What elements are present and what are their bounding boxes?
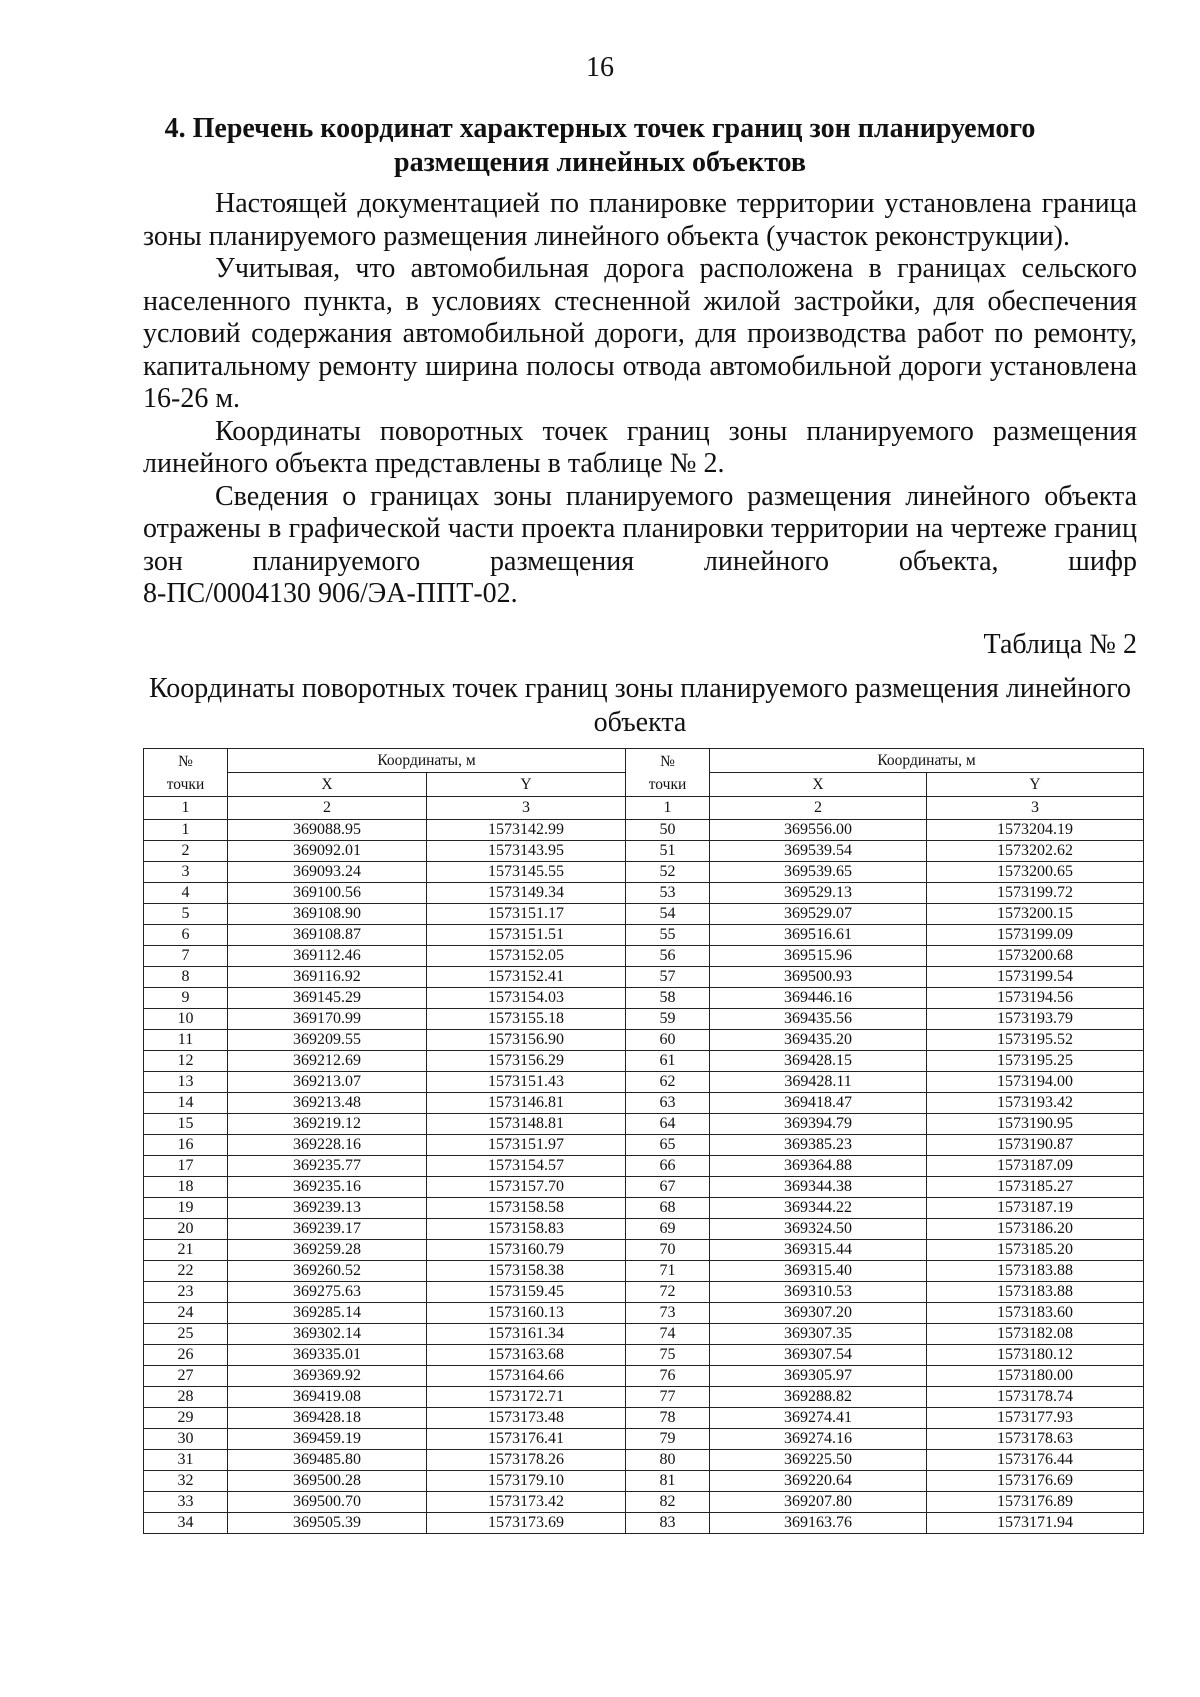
point-number: 22 xyxy=(144,1261,228,1282)
x-coordinate: 369428.18 xyxy=(228,1408,427,1429)
point-number: 34 xyxy=(144,1513,228,1534)
column-index: 1 xyxy=(626,797,710,820)
point-number: 67 xyxy=(626,1177,710,1198)
y-coordinate: 1573178.74 xyxy=(927,1387,1144,1408)
point-number: 25 xyxy=(144,1324,228,1345)
column-index: 3 xyxy=(927,797,1144,820)
table-row xyxy=(144,1429,1144,1450)
y-coordinate: 1573187.19 xyxy=(927,1198,1144,1219)
paragraph-2: Учитывая, что автомобильная дорога расположена в границах сельского населенного пункта, в условиях стесненной жилой застройки, для обеспечения условий содержания автомобильной дороги, для производства работ по ремонту, капитальному ремонту ширина полосы отвода автомобильной дороги установлена 16-26 м. xyxy=(143,253,1137,414)
x-coordinate: 369220.64 xyxy=(710,1471,927,1492)
x-coordinate: 369418.47 xyxy=(710,1093,927,1114)
point-number: 5 xyxy=(144,904,228,925)
header-no-symbol: № xyxy=(660,752,675,770)
body-text xyxy=(143,188,1137,611)
x-coordinate: 369288.82 xyxy=(710,1387,927,1408)
x-coordinate: 369428.11 xyxy=(710,1072,927,1093)
point-number: 56 xyxy=(626,946,710,967)
y-coordinate: 1573157.70 xyxy=(427,1177,626,1198)
x-coordinate: 369228.16 xyxy=(228,1135,427,1156)
y-coordinate: 1573173.42 xyxy=(427,1492,626,1513)
point-number: 79 xyxy=(626,1429,710,1450)
y-coordinate: 1573178.63 xyxy=(927,1429,1144,1450)
table-title: Координаты поворотных точек границ зоны планируемого размещения линейного объекта xyxy=(148,673,1132,738)
paragraph-1: Настоящей документацией по планировке территории установлена граница зоны планируемого размещения линейного объекта (участок реконструкции). xyxy=(143,188,1137,252)
table-row xyxy=(144,1387,1144,1408)
x-coordinate: 369145.29 xyxy=(228,988,427,1009)
x-coordinate: 369112.46 xyxy=(228,946,427,967)
y-coordinate: 1573151.97 xyxy=(427,1135,626,1156)
point-number: 55 xyxy=(626,925,710,946)
x-coordinate: 369307.35 xyxy=(710,1324,927,1345)
point-number: 21 xyxy=(144,1240,228,1261)
point-number: 26 xyxy=(144,1345,228,1366)
table-row xyxy=(144,1450,1144,1471)
point-number: 3 xyxy=(144,862,228,883)
x-coordinate: 369385.23 xyxy=(710,1135,927,1156)
x-coordinate: 369369.92 xyxy=(228,1366,427,1387)
y-coordinate: 1573176.89 xyxy=(927,1492,1144,1513)
x-coordinate: 369435.20 xyxy=(710,1030,927,1051)
y-coordinate: 1573155.18 xyxy=(427,1009,626,1030)
point-number: 7 xyxy=(144,946,228,967)
y-coordinate: 1573154.03 xyxy=(427,988,626,1009)
table-row xyxy=(144,1177,1144,1198)
point-number: 77 xyxy=(626,1387,710,1408)
point-number: 28 xyxy=(144,1387,228,1408)
y-coordinate: 1573173.69 xyxy=(427,1513,626,1534)
point-number: 31 xyxy=(144,1450,228,1471)
y-coordinate: 1573190.87 xyxy=(927,1135,1144,1156)
point-number: 23 xyxy=(144,1282,228,1303)
y-coordinate: 1573178.26 xyxy=(427,1450,626,1471)
point-number: 14 xyxy=(144,1093,228,1114)
point-number: 70 xyxy=(626,1240,710,1261)
point-number: 27 xyxy=(144,1366,228,1387)
table-row xyxy=(144,841,1144,862)
x-coordinate: 369170.99 xyxy=(228,1009,427,1030)
y-coordinate: 1573145.55 xyxy=(427,862,626,883)
y-coordinate: 1573180.00 xyxy=(927,1366,1144,1387)
x-coordinate: 369539.54 xyxy=(710,841,927,862)
point-number: 10 xyxy=(144,1009,228,1030)
point-number: 74 xyxy=(626,1324,710,1345)
y-coordinate: 1573160.13 xyxy=(427,1303,626,1324)
x-coordinate: 369163.76 xyxy=(710,1513,927,1534)
table-row xyxy=(144,1156,1144,1177)
table-row xyxy=(144,1471,1144,1492)
x-coordinate: 369529.07 xyxy=(710,904,927,925)
point-number: 18 xyxy=(144,1177,228,1198)
y-coordinate: 1573183.88 xyxy=(927,1261,1144,1282)
point-number: 75 xyxy=(626,1345,710,1366)
y-coordinate: 1573193.42 xyxy=(927,1093,1144,1114)
x-coordinate: 369274.41 xyxy=(710,1408,927,1429)
y-coordinate: 1573151.51 xyxy=(427,925,626,946)
table-row xyxy=(144,1093,1144,1114)
y-coordinate: 1573148.81 xyxy=(427,1114,626,1135)
x-coordinate: 369092.01 xyxy=(228,841,427,862)
point-number: 82 xyxy=(626,1492,710,1513)
x-coordinate: 369088.95 xyxy=(228,820,427,841)
point-number: 13 xyxy=(144,1072,228,1093)
table-label: Таблица № 2 xyxy=(983,629,1137,660)
y-coordinate: 1573171.94 xyxy=(927,1513,1144,1534)
x-coordinate: 369209.55 xyxy=(228,1030,427,1051)
x-coordinate: 369315.44 xyxy=(710,1240,927,1261)
y-coordinate: 1573164.66 xyxy=(427,1366,626,1387)
y-coordinate: 1573195.52 xyxy=(927,1030,1144,1051)
x-coordinate: 369108.90 xyxy=(228,904,427,925)
table-row xyxy=(144,1408,1144,1429)
x-coordinate: 369239.13 xyxy=(228,1198,427,1219)
x-coordinate: 369459.19 xyxy=(228,1429,427,1450)
x-coordinate: 369394.79 xyxy=(710,1114,927,1135)
x-coordinate: 369500.93 xyxy=(710,967,927,988)
y-coordinate: 1573152.41 xyxy=(427,967,626,988)
x-coordinate: 369539.65 xyxy=(710,862,927,883)
table-row xyxy=(144,1366,1144,1387)
x-coordinate: 369556.00 xyxy=(710,820,927,841)
y-coordinate: 1573200.68 xyxy=(927,946,1144,967)
x-coordinate: 369307.20 xyxy=(710,1303,927,1324)
point-number: 72 xyxy=(626,1282,710,1303)
y-coordinate: 1573202.62 xyxy=(927,841,1144,862)
table-row xyxy=(144,1030,1144,1051)
x-coordinate: 369274.16 xyxy=(710,1429,927,1450)
point-number: 15 xyxy=(144,1114,228,1135)
y-header: Y xyxy=(927,773,1144,797)
coordinates-header: Координаты, м xyxy=(710,749,1144,773)
point-number: 68 xyxy=(626,1198,710,1219)
y-coordinate: 1573158.38 xyxy=(427,1261,626,1282)
x-coordinate: 369307.54 xyxy=(710,1345,927,1366)
y-coordinate: 1573146.81 xyxy=(427,1093,626,1114)
y-coordinate: 1573143.95 xyxy=(427,841,626,862)
y-coordinate: 1573194.00 xyxy=(927,1072,1144,1093)
point-number: 81 xyxy=(626,1471,710,1492)
y-coordinate: 1573176.69 xyxy=(927,1471,1144,1492)
table-row xyxy=(144,1009,1144,1030)
point-number: 62 xyxy=(626,1072,710,1093)
point-number: 69 xyxy=(626,1219,710,1240)
point-number: 53 xyxy=(626,883,710,904)
x-header: X xyxy=(228,773,427,797)
point-number: 61 xyxy=(626,1051,710,1072)
point-number-header xyxy=(626,749,710,797)
column-index: 2 xyxy=(228,797,427,820)
point-number: 58 xyxy=(626,988,710,1009)
x-coordinate: 369235.77 xyxy=(228,1156,427,1177)
y-header: Y xyxy=(427,773,626,797)
y-coordinate: 1573186.20 xyxy=(927,1219,1144,1240)
point-number: 64 xyxy=(626,1114,710,1135)
table-row xyxy=(144,1135,1144,1156)
x-coordinate: 369315.40 xyxy=(710,1261,927,1282)
point-number: 29 xyxy=(144,1408,228,1429)
table-row xyxy=(144,1219,1144,1240)
point-number: 76 xyxy=(626,1366,710,1387)
x-coordinate: 369219.12 xyxy=(228,1114,427,1135)
table-row xyxy=(144,1240,1144,1261)
x-coordinate: 369093.24 xyxy=(228,862,427,883)
x-coordinate: 369446.16 xyxy=(710,988,927,1009)
point-number: 19 xyxy=(144,1198,228,1219)
x-coordinate: 369500.70 xyxy=(228,1492,427,1513)
table-body xyxy=(144,797,1144,1534)
y-coordinate: 1573176.44 xyxy=(927,1450,1144,1471)
point-number: 17 xyxy=(144,1156,228,1177)
point-number: 32 xyxy=(144,1471,228,1492)
section-heading: 4. Перечень координат характерных точек границ зон планируемого размещения линейных объектов xyxy=(164,113,1036,178)
point-number: 51 xyxy=(626,841,710,862)
point-number: 24 xyxy=(144,1303,228,1324)
y-coordinate: 1573152.05 xyxy=(427,946,626,967)
y-coordinate: 1573156.29 xyxy=(427,1051,626,1072)
y-coordinate: 1573183.60 xyxy=(927,1303,1144,1324)
point-number: 65 xyxy=(626,1135,710,1156)
x-coordinate: 369212.69 xyxy=(228,1051,427,1072)
y-coordinate: 1573158.83 xyxy=(427,1219,626,1240)
table-row xyxy=(144,1303,1144,1324)
point-number: 71 xyxy=(626,1261,710,1282)
point-number: 66 xyxy=(626,1156,710,1177)
point-number: 12 xyxy=(144,1051,228,1072)
x-coordinate: 369259.28 xyxy=(228,1240,427,1261)
y-coordinate: 1573142.99 xyxy=(427,820,626,841)
y-coordinate: 1573185.20 xyxy=(927,1240,1144,1261)
point-number: 73 xyxy=(626,1303,710,1324)
point-number: 59 xyxy=(626,1009,710,1030)
y-coordinate: 1573149.34 xyxy=(427,883,626,904)
y-coordinate: 1573199.54 xyxy=(927,967,1144,988)
column-index: 2 xyxy=(710,797,927,820)
y-coordinate: 1573183.88 xyxy=(927,1282,1144,1303)
point-number: 2 xyxy=(144,841,228,862)
y-coordinate: 1573200.65 xyxy=(927,862,1144,883)
coordinates-header: Координаты, м xyxy=(228,749,626,773)
paragraph-4-tail: 8-ПС/0004130 906/ЭА-ППТ-02. xyxy=(143,578,518,609)
x-coordinate: 369285.14 xyxy=(228,1303,427,1324)
point-number: 80 xyxy=(626,1450,710,1471)
header-no-symbol: № xyxy=(178,752,193,770)
point-number: 30 xyxy=(144,1429,228,1450)
table-row xyxy=(144,946,1144,967)
table-row xyxy=(144,988,1144,1009)
y-coordinate: 1573193.79 xyxy=(927,1009,1144,1030)
y-coordinate: 1573185.27 xyxy=(927,1177,1144,1198)
point-number: 20 xyxy=(144,1219,228,1240)
page-number: 16 xyxy=(586,52,614,83)
x-coordinate: 369213.48 xyxy=(228,1093,427,1114)
table-row xyxy=(144,967,1144,988)
point-number: 54 xyxy=(626,904,710,925)
x-coordinate: 369344.38 xyxy=(710,1177,927,1198)
x-coordinate: 369275.63 xyxy=(228,1282,427,1303)
point-number: 8 xyxy=(144,967,228,988)
y-coordinate: 1573156.90 xyxy=(427,1030,626,1051)
table-row xyxy=(144,1261,1144,1282)
y-coordinate: 1573160.79 xyxy=(427,1240,626,1261)
x-coordinate: 369364.88 xyxy=(710,1156,927,1177)
table-row xyxy=(144,1198,1144,1219)
x-coordinate: 369260.52 xyxy=(228,1261,427,1282)
table-row xyxy=(144,1492,1144,1513)
header-no-word: точки xyxy=(166,775,205,793)
x-coordinate: 369500.28 xyxy=(228,1471,427,1492)
table-row xyxy=(144,1051,1144,1072)
y-coordinate: 1573151.17 xyxy=(427,904,626,925)
header-no-word: точки xyxy=(648,775,687,793)
y-coordinate: 1573187.09 xyxy=(927,1156,1144,1177)
table-header xyxy=(144,749,1144,797)
y-coordinate: 1573195.25 xyxy=(927,1051,1144,1072)
x-coordinate: 369515.96 xyxy=(710,946,927,967)
y-coordinate: 1573176.41 xyxy=(427,1429,626,1450)
x-coordinate: 369305.97 xyxy=(710,1366,927,1387)
y-coordinate: 1573179.10 xyxy=(427,1471,626,1492)
x-coordinate: 369213.07 xyxy=(228,1072,427,1093)
table-row xyxy=(144,904,1144,925)
x-header: X xyxy=(710,773,927,797)
table-row xyxy=(144,883,1144,904)
point-number: 50 xyxy=(626,820,710,841)
y-coordinate: 1573158.58 xyxy=(427,1198,626,1219)
x-coordinate: 369239.17 xyxy=(228,1219,427,1240)
column-index: 1 xyxy=(144,797,228,820)
table-row xyxy=(144,820,1144,841)
point-number: 11 xyxy=(144,1030,228,1051)
y-coordinate: 1573194.56 xyxy=(927,988,1144,1009)
x-coordinate: 369344.22 xyxy=(710,1198,927,1219)
x-coordinate: 369225.50 xyxy=(710,1450,927,1471)
table-row xyxy=(144,1072,1144,1093)
point-number: 9 xyxy=(144,988,228,1009)
table-row xyxy=(144,1324,1144,1345)
y-coordinate: 1573177.93 xyxy=(927,1408,1144,1429)
x-coordinate: 369108.87 xyxy=(228,925,427,946)
y-coordinate: 1573159.45 xyxy=(427,1282,626,1303)
x-coordinate: 369116.92 xyxy=(228,967,427,988)
x-coordinate: 369302.14 xyxy=(228,1324,427,1345)
table-row xyxy=(144,862,1144,883)
point-number: 78 xyxy=(626,1408,710,1429)
x-coordinate: 369310.53 xyxy=(710,1282,927,1303)
point-number: 63 xyxy=(626,1093,710,1114)
x-coordinate: 369100.56 xyxy=(228,883,427,904)
x-coordinate: 369485.80 xyxy=(228,1450,427,1471)
column-index: 3 xyxy=(427,797,626,820)
table-row xyxy=(144,1282,1144,1303)
point-number: 1 xyxy=(144,820,228,841)
table-row xyxy=(144,1513,1144,1534)
x-coordinate: 369207.80 xyxy=(710,1492,927,1513)
x-coordinate: 369435.56 xyxy=(710,1009,927,1030)
x-coordinate: 369516.61 xyxy=(710,925,927,946)
point-number: 6 xyxy=(144,925,228,946)
y-coordinate: 1573151.43 xyxy=(427,1072,626,1093)
table-row xyxy=(144,1345,1144,1366)
y-coordinate: 1573163.68 xyxy=(427,1345,626,1366)
x-coordinate: 369529.13 xyxy=(710,883,927,904)
point-number: 83 xyxy=(626,1513,710,1534)
x-coordinate: 369324.50 xyxy=(710,1219,927,1240)
point-number: 4 xyxy=(144,883,228,904)
y-coordinate: 1573190.95 xyxy=(927,1114,1144,1135)
point-number-header xyxy=(144,749,228,797)
y-coordinate: 1573182.08 xyxy=(927,1324,1144,1345)
x-coordinate: 369419.08 xyxy=(228,1387,427,1408)
y-coordinate: 1573161.34 xyxy=(427,1324,626,1345)
y-coordinate: 1573172.71 xyxy=(427,1387,626,1408)
point-number: 33 xyxy=(144,1492,228,1513)
x-coordinate: 369428.15 xyxy=(710,1051,927,1072)
y-coordinate: 1573173.48 xyxy=(427,1408,626,1429)
paragraph-3: Координаты поворотных точек границ зоны планируемого размещения линейного объекта представлены в таблице № 2. xyxy=(143,415,1137,479)
x-coordinate: 369335.01 xyxy=(228,1345,427,1366)
paragraph-4: Сведения о границах зоны планируемого размещения линейного объекта отражены в графической части проекта планировки территории на чертеже границ зон планируемого размещения линейного объекта, шифр xyxy=(143,480,1137,577)
point-number: 60 xyxy=(626,1030,710,1051)
x-coordinate: 369505.39 xyxy=(228,1513,427,1534)
point-number: 52 xyxy=(626,862,710,883)
y-coordinate: 1573180.12 xyxy=(927,1345,1144,1366)
point-number: 16 xyxy=(144,1135,228,1156)
table-row xyxy=(144,1114,1144,1135)
y-coordinate: 1573204.19 xyxy=(927,820,1144,841)
point-number: 57 xyxy=(626,967,710,988)
column-index-row xyxy=(144,797,1144,820)
table-row xyxy=(144,925,1144,946)
coordinates-table xyxy=(143,748,1144,1534)
x-coordinate: 369235.16 xyxy=(228,1177,427,1198)
y-coordinate: 1573154.57 xyxy=(427,1156,626,1177)
y-coordinate: 1573199.72 xyxy=(927,883,1144,904)
y-coordinate: 1573200.15 xyxy=(927,904,1144,925)
y-coordinate: 1573199.09 xyxy=(927,925,1144,946)
